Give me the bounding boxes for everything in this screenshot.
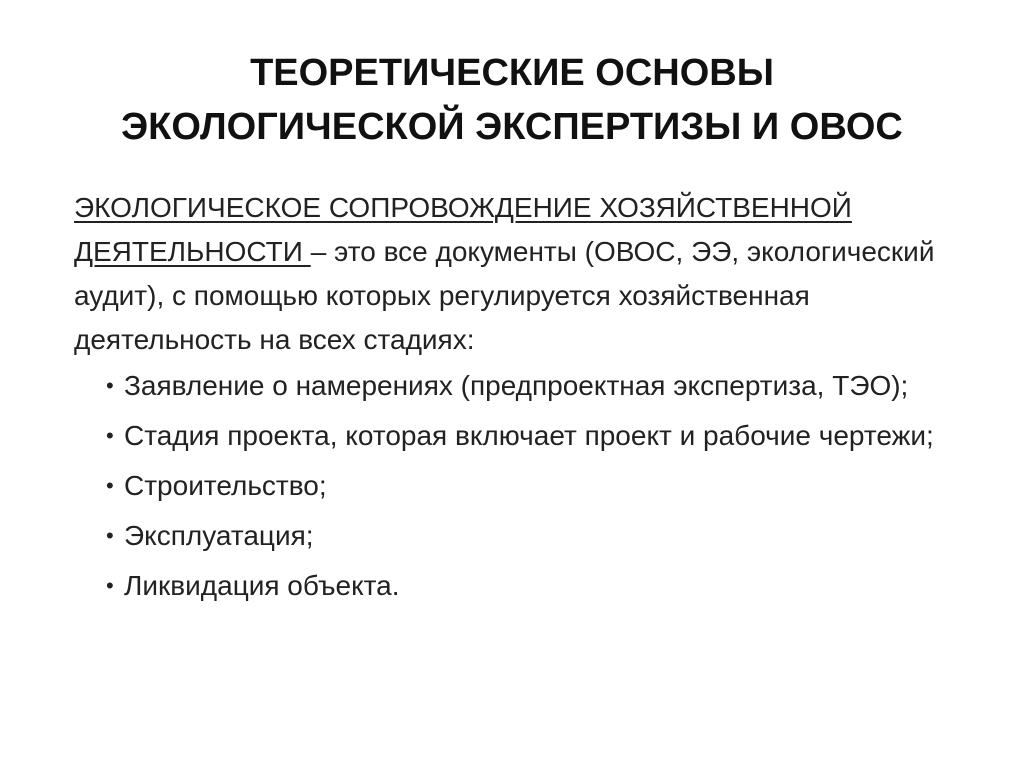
definition-term-line-2: ДЕЯТЕЛЬНОСТИ <box>74 236 311 267</box>
stages-list <box>74 364 954 608</box>
bullet-icon: • <box>106 423 114 448</box>
title-line-1: ТЕОРЕТИЧЕСКИЕ ОСНОВЫ <box>250 52 774 94</box>
list-item <box>74 514 954 558</box>
list-item <box>74 564 954 608</box>
bullet-icon: • <box>106 573 114 598</box>
definition-paragraph <box>74 186 954 362</box>
list-item <box>74 414 954 458</box>
bullet-icon: • <box>106 473 114 498</box>
list-item-text: Эксплуатация; <box>124 520 314 551</box>
list-item-text: Строительство; <box>124 470 327 501</box>
definition-text: – это все документы (ОВОС, ЭЭ, экологический аудит), с помощью которых регулируется хозяйственная деятельность на всех стадиях: <box>74 236 935 355</box>
bullet-icon: • <box>106 373 114 398</box>
slide-title <box>40 46 984 154</box>
bullet-icon: • <box>106 523 114 548</box>
list-item-text: Ликвидация объекта. <box>124 570 400 601</box>
list-item <box>74 364 954 408</box>
list-item-text: Заявление о намерениях (предпроектная экспертиза, ТЭО); <box>124 370 909 401</box>
title-line-2: ЭКОЛОГИЧЕСКОЙ ЭКСПЕРТИЗЫ И ОВОС <box>121 106 903 148</box>
slide-body <box>74 186 954 608</box>
definition-term-line-1: ЭКОЛОГИЧЕСКОЕ СОПРОВОЖДЕНИЕ ХОЗЯЙСТВЕННОЙ <box>74 192 852 223</box>
list-item <box>74 464 954 508</box>
list-item-text: Стадия проекта, которая включает проект и рабочие чертежи; <box>124 420 934 451</box>
